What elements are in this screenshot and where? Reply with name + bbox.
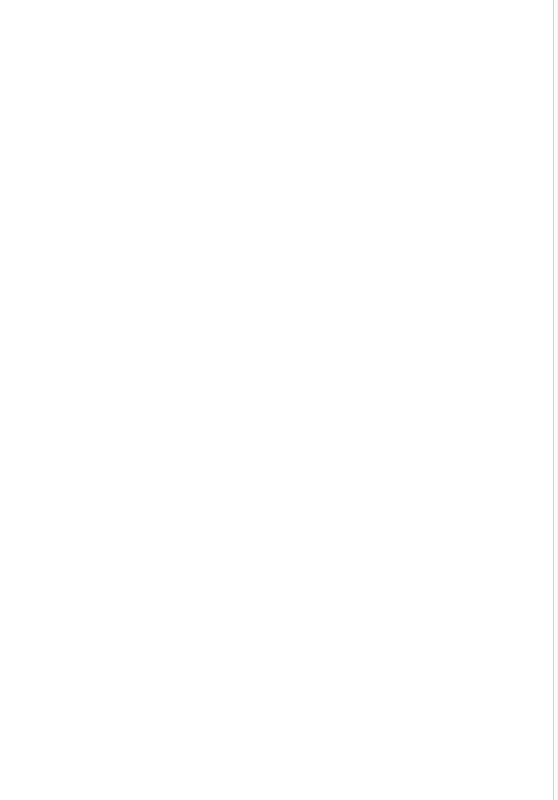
page-edge-rule bbox=[553, 0, 554, 800]
